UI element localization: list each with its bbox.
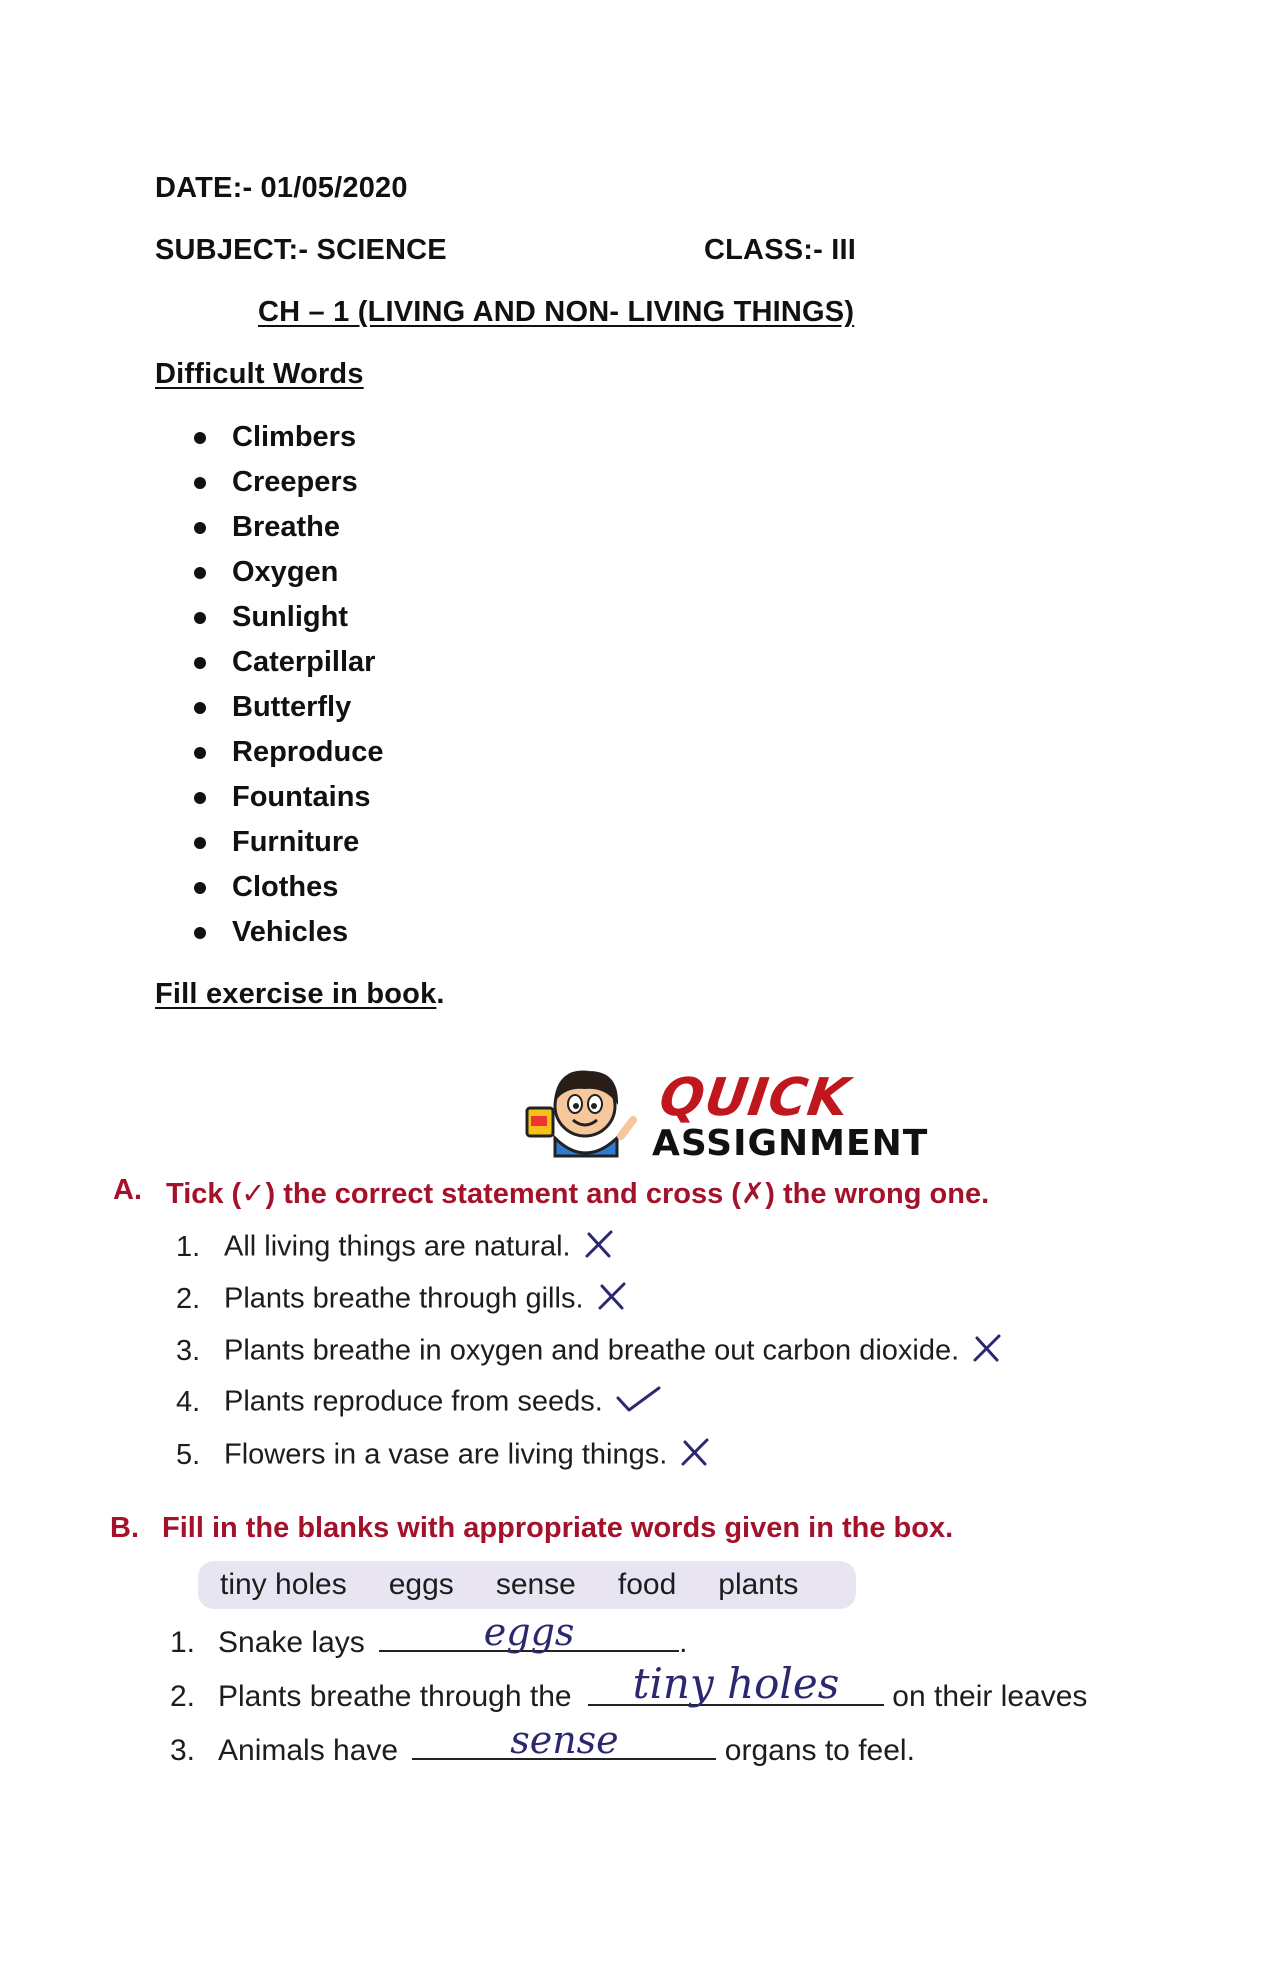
bullet-icon — [194, 792, 206, 804]
chapter-title: CH – 1 (LIVING AND NON- LIVING THINGS) — [258, 296, 855, 328]
box-word: food — [617, 1568, 677, 1601]
list-item: 4. Plants reproduce from seeds. — [176, 1384, 661, 1422]
list-item: 3. Plants breathe in oxygen and breathe out carbon dioxide. — [176, 1332, 1003, 1372]
cross-icon — [583, 1228, 615, 1268]
section-a-letter: A. — [113, 1174, 142, 1206]
bullet-icon — [194, 477, 206, 489]
class-line: CLASS:- III — [704, 234, 857, 266]
fill-item: 3. Animals have sense organs to feel. — [170, 1718, 915, 1767]
bullet-icon — [194, 567, 206, 579]
quick-label: QUICK — [655, 1068, 854, 1128]
section-b-title: Fill in the blanks with appropriate words given in the box. — [162, 1512, 954, 1544]
box-word: plants — [718, 1568, 799, 1601]
quick-assignment-logo — [655, 1068, 854, 1128]
instruction-line — [155, 978, 445, 1011]
list-item: 5. Flowers in a vase are living things. — [176, 1436, 711, 1476]
bullet-icon — [194, 612, 206, 624]
handwritten-answer: tiny holes — [632, 1659, 840, 1708]
answer-blank — [588, 1659, 884, 1708]
bullet-icon — [194, 522, 206, 534]
assignment-logo — [652, 1124, 928, 1164]
bullet-icon — [194, 702, 206, 714]
mark-value — [176, 1436, 177, 1437]
fill-item: 1. Snake lays eggs . — [170, 1610, 688, 1659]
subject-line: SUBJECT:- SCIENCE — [155, 234, 447, 266]
handwritten-answer: eggs — [483, 1610, 575, 1654]
box-word: tiny holes — [220, 1568, 347, 1601]
bullet-icon — [194, 927, 206, 939]
box-word: sense — [495, 1568, 576, 1601]
list-item: 1. All living things are natural. — [176, 1228, 615, 1268]
bullet-icon — [194, 432, 206, 444]
mark-value — [176, 1280, 177, 1281]
bullet-icon — [194, 882, 206, 894]
instruction-period: . — [436, 978, 445, 1010]
instruction-text: Fill exercise in book — [155, 978, 437, 1010]
boy-mascot-icon — [525, 1058, 645, 1164]
bullet-icon — [194, 657, 206, 669]
handwritten-answer: sense — [510, 1718, 619, 1762]
cross-icon — [971, 1332, 1003, 1372]
cross-icon — [679, 1436, 711, 1476]
difficult-words-heading: Difficult Words — [155, 358, 364, 390]
date-line: DATE:- 01/05/2020 — [155, 172, 408, 204]
bullet-icon — [194, 837, 206, 849]
mark-value — [176, 1384, 177, 1385]
section-b-letter: B. — [110, 1512, 139, 1544]
section-a-title: Tick (✓) the correct statement and cross (✗) the wrong one. — [166, 1178, 990, 1210]
word-box — [198, 1561, 856, 1609]
tick-icon — [615, 1384, 661, 1422]
cross-icon — [596, 1280, 628, 1320]
assignment-label: ASSIGNMENT — [652, 1123, 929, 1164]
list-item: 2. Plants breathe through gills. — [176, 1280, 628, 1320]
bullet-icon — [194, 747, 206, 759]
answer-blank — [412, 1718, 716, 1762]
box-word: eggs — [388, 1568, 454, 1601]
fill-item: 2. Plants breathe through the tiny holes on their leaves — [170, 1659, 1088, 1713]
mark-value — [176, 1332, 177, 1333]
mark-value — [176, 1228, 177, 1229]
